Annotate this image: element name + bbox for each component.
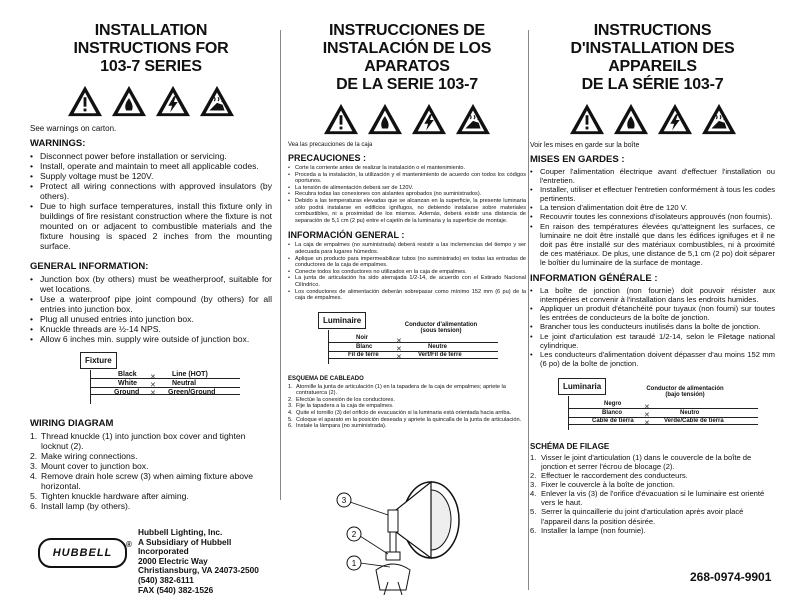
english-wiring-diagram [30, 352, 272, 412]
list-item: • Knuckle threads are ½-14 NPS. [30, 324, 272, 334]
list-item: 2. Effectuer le raccordement des conducteurs. [530, 471, 688, 481]
spanish-general-list [288, 242, 526, 301]
english-general-list [30, 274, 272, 344]
wire-label: Blanco [602, 409, 623, 416]
french-general-list [530, 286, 775, 368]
spanish-title: INSTRUCCIONES DE INSTALACIÓN DE LOS APARATOS DE LA SERIE 103-7 [322, 22, 492, 93]
french-warnings-list [530, 167, 775, 267]
spanish-warnings-list [288, 165, 526, 224]
french-caption: Voir les mises en garde sur la boîte [530, 142, 640, 149]
list-item: 4. Remove drain hole screw (3) when aiming fixture above horizontal. [30, 471, 254, 491]
list-item: • Use a waterproof pipe joint compound (by others) for all entries into junction box. [30, 294, 272, 314]
hot-surface-icon [454, 102, 492, 136]
wire-header: Conductor de alimentación (bajo tensión) [646, 385, 724, 398]
column-divider-right [528, 30, 529, 590]
french-diagram-heading: SCHÉMA DE FILAGE [530, 441, 610, 451]
fixture-box: Luminaria [558, 378, 606, 395]
list-item: • Supply voltage must be 120V. [30, 171, 272, 181]
list-item: • Los conductores de alimentación deberán sobrepasar como mínimo 152 mm (6 pu) de la caja de empalmes. [288, 289, 526, 302]
company-block [38, 528, 278, 598]
list-item: 6. Installer la lampe (non fournie). [530, 525, 646, 535]
wire-label: Neutro [680, 409, 700, 416]
warning-exclamation-icon [322, 102, 360, 136]
spanish-warnings-heading: PRECAUCIONES : [288, 153, 367, 163]
list-item: • Protect all wiring connections with approved insulators (by others). [30, 181, 272, 201]
fixture-box: Luminaire [318, 312, 366, 329]
wire-label: Cable de tierra [592, 417, 634, 424]
wire-line [90, 378, 240, 388]
list-item: • Due to high surface temperatures, install this fixture only in buildings of fire resistant construction where the fixture is not mounted on or adjacent to combustible materials and the fixture housing is spaced 2 inches from the mounting surface. [30, 201, 272, 251]
french-column [530, 22, 775, 535]
column-divider-left [280, 30, 281, 500]
wire-label: Green/Ground [168, 389, 216, 396]
hot-surface-icon [700, 102, 738, 136]
wire-nut: ✕ [396, 353, 402, 361]
list-item: • Le joint d'articulation est taraudé 1/2-14, selon le Filetage national cylindrique. [530, 332, 775, 350]
spanish-steps [288, 384, 526, 430]
callout-2: 2 [351, 530, 357, 539]
list-item: • Installer, utiliser et effectuer l'entretien conformément à tous les codes pertinents. [530, 185, 775, 203]
wire-label: Line (HOT) [172, 371, 208, 378]
wire-line [568, 408, 758, 418]
french-general-heading: INFORMATION GÉNÉRALE : [530, 273, 658, 285]
warning-icons [30, 84, 272, 118]
list-item: 5. Serrer la quincaillerie du joint d'articulation après avoir placé l'appareil dans la position désirée. [530, 507, 744, 526]
list-item: • La tension d'alimentation doit être de 120 V. [530, 203, 775, 212]
wire-label: Black [118, 371, 137, 378]
list-item: • La tensión de alimentación deberá ser de 120V. [288, 185, 526, 192]
part-number: 268-0974-9901 [690, 570, 772, 584]
wire-line [328, 342, 498, 352]
wire-label: Neutre [428, 343, 448, 350]
list-item: • Debido a las temperaturas elevadas que se alcanzan en la superficie, la presente luminaria sólo podrá instalarse en edificios ignífugos, no debiendo instalarse sobre materiales combustibles, ni a proximidad de los mismos. Además, deberá existir una distancia de separación de 5,1 cm (2 pu) entre el cajetín de la luminaria y la superficie de montaje. [288, 198, 526, 224]
hubbell-logo: HUBBELL [38, 538, 127, 568]
wire-label: Ground [114, 389, 140, 396]
list-item: 3. Fixer le couvercle à la boîte de jonction. [530, 480, 675, 490]
list-item: • Corte la corriente antes de realizar la instalación o el mantenimiento. [288, 165, 526, 172]
list-item: • Recubra todas las conexiones con aislantes aprobados (no suministrados). [288, 191, 526, 198]
spanish-general-heading: INFORMACIÓN GENERAL : [288, 230, 405, 241]
list-item: • Brancher tous les conducteurs inutilisés dans la boîte de jonction. [530, 322, 775, 331]
wire-label: Noir [356, 334, 368, 341]
wire-label: Blanc [356, 343, 373, 350]
spanish-column [288, 22, 526, 430]
list-item: • Couper l'alimentation électrique avant d'effectuer l'installation ou l'entretien. [530, 167, 775, 185]
list-item: 6. Install lamp (by others). [30, 501, 131, 511]
list-item: 1. Visser le joint d'articulation (1) dans le couvercle de la boîte de jonction et serrer l'écrou de blocage (2). [530, 452, 752, 471]
list-item: 3. Mount cover to junction box. [30, 461, 149, 471]
list-item: • Aplique un producto para impermeabilizar tubos (no suministrado) en todas las entradas de conductores de la caja de empalmes. [288, 256, 526, 269]
list-item: 2. Make wiring connections. [30, 451, 138, 461]
english-warnings-list [30, 151, 272, 251]
spanish-caption: Vea las precauciones de la caja [288, 142, 373, 148]
list-item: • La caja de empalmes (no suministrada) deberá resistir a las inclemencias del tiempo y ser adecuada para lugares húmedos. [288, 242, 526, 255]
wire-nut: ✕ [150, 374, 156, 381]
electric-shock-icon [410, 102, 448, 136]
english-title: INSTALLATION INSTRUCTIONS FOR 103-7 SERIES [73, 22, 229, 75]
callout-3: 3 [341, 496, 347, 505]
wire-label: Verde/Cable de tierra [664, 417, 724, 424]
list-item: • En raison des températures élevées qu'atteignent les surfaces, ce luminaire ne doit être installé que dans les édifices ignifuges et il ne doit pas être installé sur des matériaux combustibles, ni à proximité de ces matériaux. De plus, une distance de 5,1 cm (2 po) doit séparer le boîtier du luminaire de la surface de montage. [530, 222, 775, 267]
english-column [30, 22, 272, 511]
list-item: • La junta de articulación ha sido aterrajada 1/2-14, de acuerdo con el Estirado Nacional Cilíndrico. [288, 275, 526, 288]
list-item: • Conecte todos los conductores no utilizados en la caja de empalmes. [288, 269, 526, 276]
english-diagram-heading: WIRING DIAGRAM [30, 418, 114, 429]
english-caption: See warnings on carton. [30, 124, 117, 133]
wire-line [90, 394, 240, 395]
wire-nut: ✕ [396, 337, 402, 345]
fixture-illustration [336, 470, 466, 595]
list-item: • Plug all unused entries into junction box. [30, 314, 272, 324]
list-item: 5. Tighten knuckle hardware after aiming. [30, 491, 189, 501]
fire-hazard-icon [366, 102, 404, 136]
list-item: 1. Atornille la junta de articulación (1) en la tapadera de la caja de empalmes; apriete la contratuerca (2). [288, 383, 506, 397]
registered-mark: ® [126, 540, 132, 549]
list-item: 2. Efectúe la conexión de los conductores. [288, 396, 395, 403]
fire-hazard-icon [110, 84, 148, 118]
wire-line [568, 424, 758, 425]
list-item: 5. Coloque el aparato en la posición deseada y apriete la quincalla de la junta de articulación. [288, 416, 522, 423]
warning-exclamation-icon [568, 102, 606, 136]
wire-header: Conductor d'alimentation (sous tension) [404, 321, 478, 334]
list-item: • Allow 6 inches min. supply wire outside of junction box. [30, 334, 272, 344]
french-title: INSTRUCTIONS D'INSTALLATION DES APPAREILS DE LA SÉRIE 103-7 [570, 22, 735, 93]
list-item: 4. Enlever la vis (3) de l'orifice d'évacuation si le luminaire est orienté vers le haut. [530, 489, 765, 508]
list-item: • Les conducteurs d'alimentation doivent dépasser d'au moins 152 mm (6 po) de la boîte de jonction. [530, 350, 775, 368]
warning-icons [530, 102, 775, 136]
wire-nut: ✕ [396, 345, 402, 353]
warning-icons [288, 102, 526, 136]
wire-line [328, 358, 498, 359]
wire-label: White [118, 380, 138, 387]
english-warnings-heading: WARNINGS: [30, 138, 86, 149]
fixture-box: Fixture [80, 352, 117, 369]
list-item: 3. Fije la tapadera a la caja de empalmes. [288, 403, 394, 410]
wire-nut: ✕ [644, 411, 650, 419]
list-item: • Appliquer un produit d'étanchéité pour tuyaux (non fourni) sur toutes les entrées de conducteurs de la boîte de jonction. [530, 304, 775, 322]
spanish-diagram-heading: ESQUEMA DE CABLEADO [288, 375, 364, 382]
warning-exclamation-icon [66, 84, 104, 118]
wire-nut: ✕ [644, 419, 650, 427]
callout-1: 1 [351, 559, 357, 568]
fire-hazard-icon [612, 102, 650, 136]
list-item: • Proceda a la instalación, la utilización y el mantenimiento de acuerdo con todos los códigos oportunos. [288, 172, 526, 185]
wire-nut: ✕ [150, 382, 156, 389]
list-item: • Junction box (by others) must be weatherproof, suitable for wet locations. [30, 274, 272, 294]
english-general-heading: GENERAL INFORMATION: [30, 261, 149, 272]
spanish-wiring-diagram [288, 312, 526, 370]
list-item: 6. Instale la lámpara (no suministrada). [288, 423, 387, 430]
wire-label: Fil de terre [348, 351, 379, 358]
list-item: • Recouvrir toutes les connexions d'isolateurs approuvés (non fournis). [530, 212, 775, 221]
wire-nut: ✕ [150, 390, 156, 397]
list-item: 1. Thread knuckle (1) into junction box cover and tighten locknut (2). [30, 431, 246, 451]
list-item: • Disconnect power before installation or servicing. [30, 151, 272, 161]
list-item: • La boîte de jonction (non fournie) doit pouvoir résister aux intempéries et convenir à l'installation dans les endroits humides. [530, 286, 775, 304]
english-steps [30, 431, 272, 511]
hot-surface-icon [198, 84, 236, 118]
electric-shock-icon [656, 102, 694, 136]
french-steps [530, 453, 775, 535]
wire-label: Neutral [172, 380, 197, 387]
list-item: • Install, operate and maintain to meet all applicable codes. [30, 161, 272, 171]
list-item: 4. Quite el tornillo (3) del orificio de evacuación si la luminaria está orientada hacia arriba. [288, 410, 512, 417]
wire-label: Vert/Fil de terre [418, 351, 462, 358]
electric-shock-icon [154, 84, 192, 118]
french-wiring-diagram [530, 378, 775, 436]
company-address: Hubbell Lighting, Inc. A Subsidiary of Hubbell Incorporated 2000 Electric Way Christiansburg, VA 24073-2500 (540) 382-6111 FAX (540) 382-1526 [138, 527, 259, 595]
french-warnings-heading: MISES EN GARDES : [530, 154, 625, 165]
wire-label: Negro [604, 400, 622, 407]
wire-nut: ✕ [644, 403, 650, 411]
